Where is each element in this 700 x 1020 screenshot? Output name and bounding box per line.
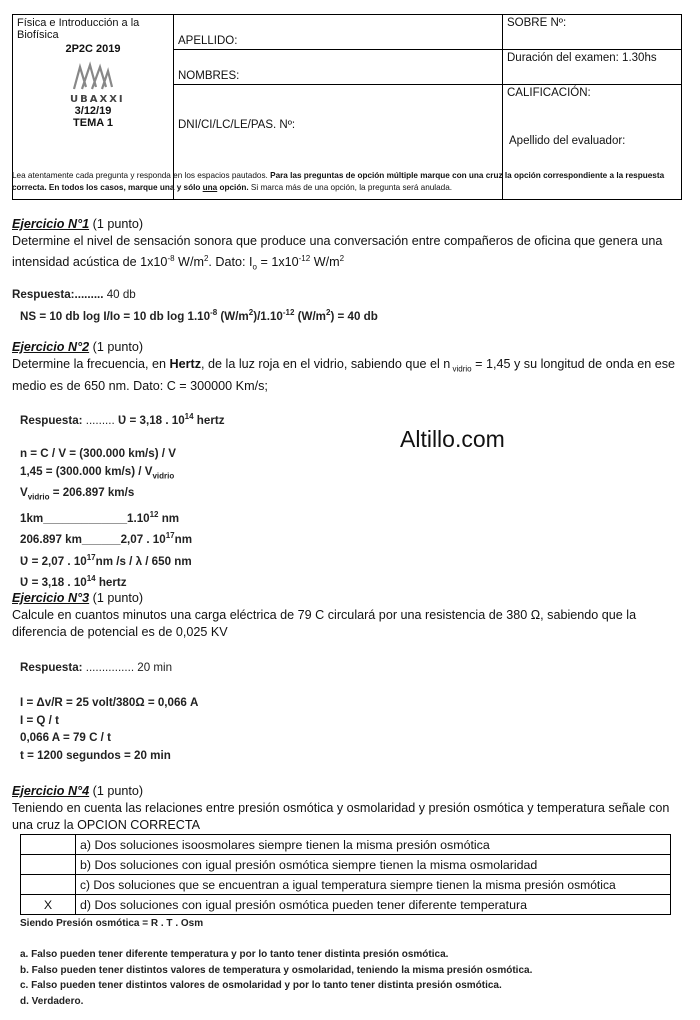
exercise-2-points: (1 punto) bbox=[92, 340, 144, 354]
option-text: c) Dos soluciones que se encuentran a igual temperatura siempre tienen la misma presión osmótica bbox=[76, 875, 671, 895]
dni-label: DNI/CI/LC/LE/PAS. Nº: bbox=[178, 119, 296, 131]
exercise-2-heading bbox=[12, 339, 684, 356]
exercise-4-title: Ejercicio N°4 bbox=[12, 784, 90, 798]
exam-date: 3/12/19 bbox=[74, 105, 112, 117]
exercise-1-title: Ejercicio N°1 bbox=[12, 217, 90, 231]
logo-text: UBAXXI bbox=[70, 94, 125, 105]
exercise-1-answer-line: Respuesta:......... 40 db bbox=[12, 288, 136, 301]
instructions-part4: opción. bbox=[219, 183, 249, 192]
exercise-1-heading bbox=[12, 216, 684, 233]
exercise-3-answer-line: Respuesta: ............... 20 min bbox=[20, 661, 173, 674]
exercise-4-explanations bbox=[20, 947, 532, 1009]
option-mark-cell[interactable] bbox=[21, 875, 76, 895]
option-row[interactable] bbox=[21, 835, 671, 855]
nombres-cell[interactable] bbox=[174, 50, 503, 85]
calificacion-label: CALIFICACIÓN: bbox=[507, 87, 591, 99]
option-row[interactable] bbox=[21, 855, 671, 875]
exercise-1-work: NS = 10 db log I/Io = 10 db $\log 1.10^{-8}$ $(W/m^2)/1.10^{-12}$ $(W/m^2) = 40$ db bbox=[20, 307, 378, 323]
exercise-4-formula: Siendo Presión osmótica = R . T . Osm bbox=[20, 918, 204, 929]
explanation-item: b. Falso pueden tener distintos valores de temperatura y osmolaridad, teniendo la misma presión osmótica. bbox=[20, 964, 533, 976]
exercise-4-options bbox=[20, 834, 671, 915]
exercise-1-statement: Determine el nivel de sensación sonora que produce una conversación entre compañeros de oficina que genera una intensidad acústica de $1x10^{-8}$ $W/m^2$. Dato: $I_o = 1x10^{-12}$ $W/m^2$ bbox=[12, 234, 663, 272]
option-mark-cell[interactable]: X bbox=[21, 895, 76, 915]
option-row[interactable] bbox=[21, 875, 671, 895]
instructions-part1: Lea atentamente cada pregunta y responda en los espacios pautados. bbox=[12, 171, 268, 180]
exercise-4 bbox=[12, 783, 684, 834]
explanation-item: c. Falso pueden tener distintos valores de osmolaridad y por lo tanto tener distinta presión osmótica. bbox=[20, 980, 502, 991]
exercise-4-statement: Teniendo en cuenta las relaciones entre presión osmótica y osmolaridad y presión osmótica y temperatura señale con una cruz la OPCION CORRECTA bbox=[12, 801, 670, 832]
apellido-label: APELLIDO: bbox=[178, 35, 238, 47]
exercise-1-points: (1 punto) bbox=[92, 217, 144, 231]
instructions-part3: una bbox=[202, 183, 218, 192]
tema-label: TEMA 1 bbox=[73, 117, 113, 129]
exercise-3-work: I = Δv/R = 25 volt/380Ω = 0,066 A I = Q / t 0,066 A = 79 C / t t = 1200 segundos = 20 min bbox=[20, 696, 199, 762]
duracion-label: Duración del examen: 1.30hs bbox=[507, 52, 657, 64]
evaluador-label: Apellido del evaluador: bbox=[509, 135, 626, 147]
exercise-2-answer-line: Respuesta: ......... Ʋ = 3,18 . $10^{14}$ hertz bbox=[20, 412, 225, 427]
nombres-label: NOMBRES: bbox=[178, 70, 240, 82]
exercise-1 bbox=[12, 216, 684, 276]
uba-logo bbox=[70, 61, 125, 105]
duracion-cell bbox=[503, 50, 682, 85]
course-name-line2: Biofísica bbox=[17, 29, 59, 41]
sobre-label: SOBRE Nº: bbox=[507, 17, 567, 29]
explanation-item: a. Falso pueden tener diferente temperatura y por lo tanto tener distinta presión osmótica. bbox=[20, 949, 449, 960]
option-text: a) Dos soluciones isoosmolares siempre tienen la misma presión osmótica bbox=[76, 835, 671, 855]
exercise-1-answer bbox=[12, 286, 378, 325]
option-text: b) Dos soluciones con igual presión osmótica siempre tienen la misma osmolaridad bbox=[76, 855, 671, 875]
term-label: 2P2C 2019 bbox=[65, 43, 121, 55]
sobre-cell[interactable] bbox=[503, 15, 682, 50]
exercise-2-work: n = C / V = (300.000 km/s) / V 1,45 = (300.000 $km/s) / V_{vidrio}$ $V_{vidrio} = 206.897$ km/s 1km_____________1.10$^{12}$ nm 206.897 km______2,07 . $10^{17}nm$ Ʋ = 2,07 . $10^{17}nm$ /s / λ / 650 nm Ʋ = 3,18 . $10^{14}$ hertz bbox=[20, 447, 192, 590]
option-mark-cell[interactable] bbox=[21, 855, 76, 875]
exercise-3-statement: Calcule en cuantos minutos una carga eléctrica de 79 C circulará por una resistencia de 380 Ω, sabiendo que la diferencia de potencial es de 0,025 KV bbox=[12, 608, 637, 639]
instructions-part5: Si marca más de una opción, la pregunta será anulada. bbox=[250, 183, 453, 192]
option-text: d) Dos soluciones con igual presión osmótica pueden tener diferente temperatura bbox=[76, 895, 671, 915]
apellido-cell[interactable] bbox=[174, 15, 503, 50]
exercise-4-points: (1 punto) bbox=[92, 784, 144, 798]
exercise-4-heading bbox=[12, 783, 684, 800]
exercise-3-points: (1 punto) bbox=[92, 591, 144, 605]
exercise-2-statement: Determine la frecuencia, en Hertz, de la luz roja en el vidrio, sabiendo que el n $_{vidrio}$ = 1,45 y su longitud de onda en ese medio es de 650 nm. Dato: C = 300000 Km/s; bbox=[12, 357, 676, 393]
course-name-line1: Física e Introducción a la bbox=[17, 17, 140, 29]
instructions-part2: Para las preguntas de opción múltiple marque con una cruz la opción correspondiente a la respuesta correcta. En todos los casos, marque una y sólo bbox=[12, 171, 665, 192]
exercise-3-heading bbox=[12, 590, 684, 607]
option-row[interactable] bbox=[21, 895, 671, 915]
university-logo-icon bbox=[70, 61, 116, 91]
instructions bbox=[12, 170, 684, 194]
exercise-2-title: Ejercicio N°2 bbox=[12, 340, 90, 354]
exercise-3 bbox=[12, 590, 684, 641]
exercise-2 bbox=[12, 339, 684, 395]
watermark: Altillo.com bbox=[400, 426, 505, 452]
exercise-3-title: Ejercicio N°3 bbox=[12, 591, 90, 605]
explanation-item: d. Verdadero. bbox=[20, 995, 84, 1007]
option-mark-cell[interactable] bbox=[21, 835, 76, 855]
